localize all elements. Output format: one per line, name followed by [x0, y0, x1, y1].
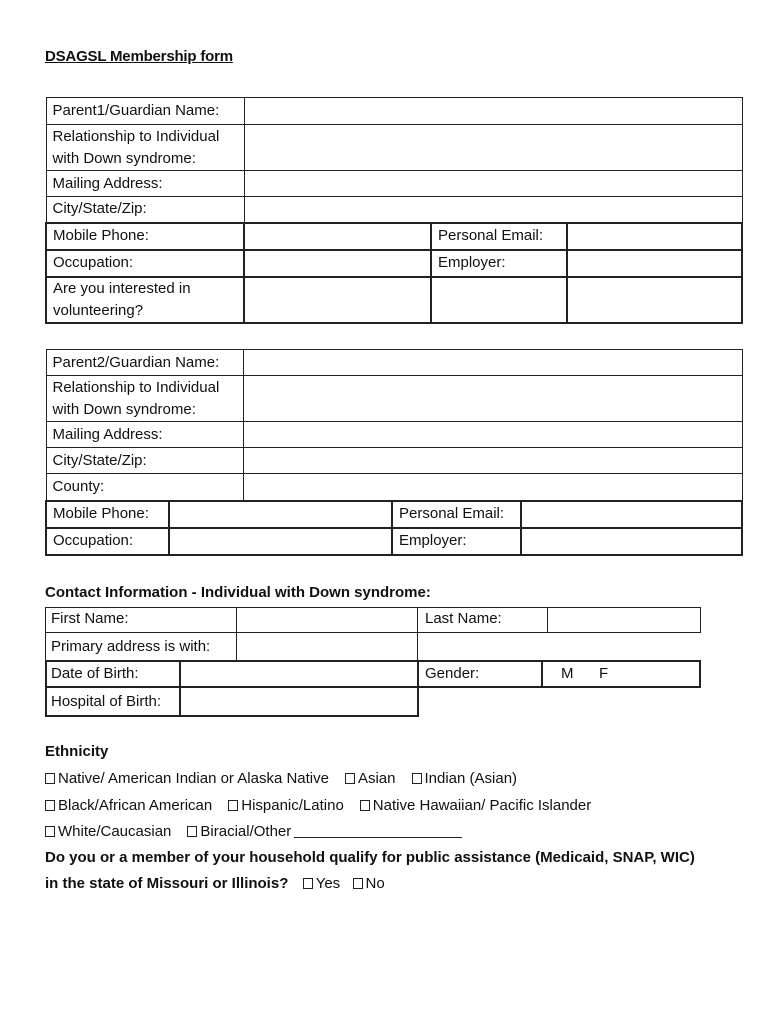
hawaiian-label: Native Hawaiian/ Pacific Islander — [372, 797, 592, 814]
parent2-employer-label: Employer: — [392, 528, 521, 555]
hispanic-checkbox[interactable] — [228, 800, 238, 811]
contact-heading: Contact Information - Individual with Down syndrome: — [45, 584, 431, 601]
parent1-employer-field[interactable] — [567, 250, 742, 277]
parent2-relationship-field[interactable] — [243, 376, 742, 422]
assistance-no-checkbox[interactable] — [353, 878, 363, 889]
white-checkbox[interactable] — [45, 826, 55, 837]
black-label: Black/African American — [58, 797, 213, 814]
parent2-city-field[interactable] — [243, 448, 742, 474]
parent1-volunteer-field[interactable] — [244, 277, 431, 323]
parent2-name-label: Parent2/Guardian Name: — [46, 350, 243, 376]
dob-label: Date of Birth: — [51, 665, 139, 682]
hispanic-label: Hispanic/Latino — [241, 797, 344, 814]
assistance-question-line-1: Do you or a member of your household qualify for public assistance (Medicaid, SNAP, WIC) — [45, 849, 695, 866]
parent1-mobile-field[interactable] — [244, 223, 431, 250]
parent1-occupation-label: Occupation: — [46, 250, 244, 277]
parent2-email-field[interactable] — [521, 501, 742, 528]
asian-label: Asian — [357, 770, 396, 787]
ethnicity-line-1 — [45, 766, 517, 792]
parent1-table — [45, 97, 743, 324]
parent2-occupation-label: Occupation: — [46, 528, 169, 555]
parent1-name-label: Parent1/Guardian Name: — [46, 98, 244, 125]
parent1-occupation-field[interactable] — [244, 250, 431, 277]
assistance-question-line-2 — [45, 871, 385, 897]
parent2-mailing-field[interactable] — [243, 422, 742, 448]
black-checkbox[interactable] — [45, 800, 55, 811]
parent1-volunteer-label: Are you interested in volunteering? — [46, 277, 244, 323]
parent2-table — [45, 349, 743, 556]
indian-label: Indian (Asian) — [424, 770, 518, 787]
form-title: DSAGSL Membership form — [45, 48, 233, 65]
parent2-name-field[interactable] — [243, 350, 742, 376]
parent1-name-field[interactable] — [244, 98, 742, 125]
parent2-employer-field[interactable] — [521, 528, 742, 555]
parent1-relationship-field[interactable] — [244, 125, 742, 171]
ethnicity-line-2 — [45, 793, 591, 819]
contact-divider — [541, 660, 543, 688]
parent1-email-field[interactable] — [567, 223, 742, 250]
ethnicity-line-3 — [45, 819, 462, 845]
assistance-question-text: in the state of Missouri or Illinois? — [45, 875, 289, 892]
hawaiian-checkbox[interactable] — [360, 800, 370, 811]
native-american-checkbox[interactable] — [45, 773, 55, 784]
primary-address-field[interactable] — [237, 633, 417, 660]
parent1-email-label: Personal Email: — [431, 223, 567, 250]
assistance-yes-label: Yes — [315, 875, 341, 892]
biracial-label: Biracial/Other — [200, 823, 292, 840]
biracial-checkbox[interactable] — [187, 826, 197, 837]
parent1-relationship-label: Relationship to Individual with Down syndrome: — [46, 125, 244, 171]
parent2-mobile-field[interactable] — [169, 501, 392, 528]
parent1-city-label: City/State/Zip: — [46, 197, 244, 223]
parent1-mobile-label: Mobile Phone: — [46, 223, 244, 250]
parent2-mailing-label: Mailing Address: — [46, 422, 243, 448]
biracial-other-field[interactable] — [294, 823, 462, 838]
parent1-volunteer-extra-1[interactable] — [431, 277, 567, 323]
parent2-mobile-label: Mobile Phone: — [46, 501, 169, 528]
parent2-city-label: City/State/Zip: — [46, 448, 243, 474]
ethnicity-heading: Ethnicity — [45, 743, 109, 760]
white-label: White/Caucasian — [58, 823, 172, 840]
gender-label: Gender: — [425, 665, 480, 682]
asian-checkbox[interactable] — [345, 773, 355, 784]
parent2-relationship-label: Relationship to Individual with Down syndrome: — [46, 376, 243, 422]
last-name-label: Last Name: — [425, 610, 502, 627]
parent1-volunteer-extra-2[interactable] — [567, 277, 742, 323]
last-name-field[interactable] — [548, 608, 700, 632]
gender-option-f[interactable]: F — [599, 665, 609, 682]
parent2-occupation-field[interactable] — [169, 528, 392, 555]
parent1-mailing-field[interactable] — [244, 171, 742, 197]
assistance-yes-checkbox[interactable] — [303, 878, 313, 889]
parent2-county-field[interactable] — [243, 474, 742, 501]
gender-option-m[interactable]: M — [561, 665, 574, 682]
indian-checkbox[interactable] — [412, 773, 422, 784]
assistance-no-label: No — [365, 875, 385, 892]
parent1-employer-label: Employer: — [431, 250, 567, 277]
first-name-field[interactable] — [237, 608, 417, 632]
dob-field[interactable] — [181, 662, 417, 686]
hospital-field[interactable] — [181, 688, 417, 715]
hospital-label: Hospital of Birth: — [51, 693, 162, 710]
native-american-label: Native/ American Indian or Alaska Native — [58, 770, 329, 787]
parent2-email-label: Personal Email: — [392, 501, 521, 528]
first-name-label: First Name: — [51, 610, 129, 627]
primary-address-label: Primary address is with: — [51, 638, 211, 655]
parent1-mailing-label: Mailing Address: — [46, 171, 244, 197]
parent1-city-field[interactable] — [244, 197, 742, 223]
parent2-county-label: County: — [46, 474, 243, 501]
contact-divider — [417, 660, 419, 688]
contact-divider — [417, 607, 418, 633]
